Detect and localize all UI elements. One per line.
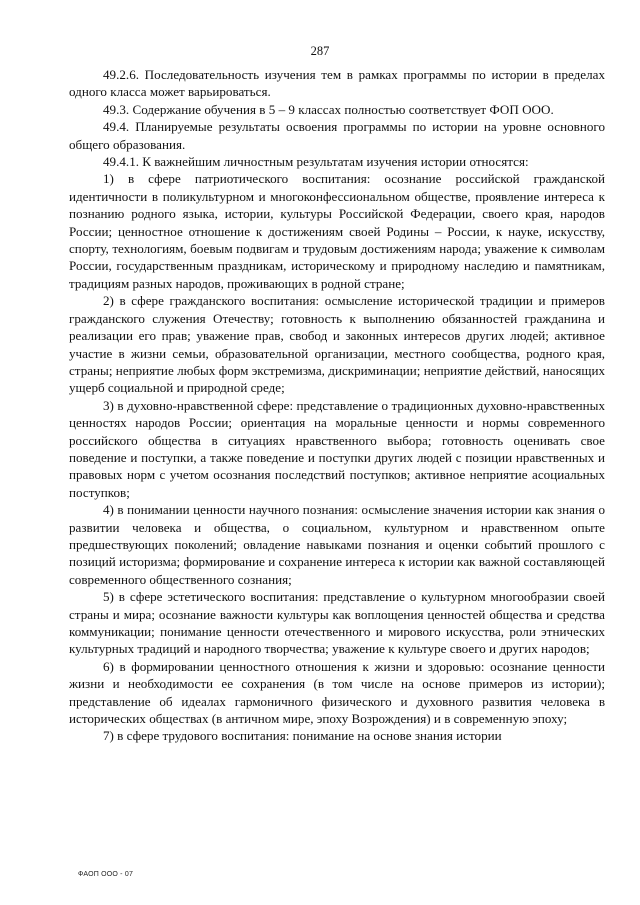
document-body [69, 66, 605, 745]
paragraph-49-4: 49.4. Планируемые результаты освоения программы по истории на уровне основного общего образования. [69, 119, 605, 152]
list-item-aesthetic: 5) в сфере эстетического воспитания: представление о культурном многообразии своей страны и мира; осознание важности культуры как воплощения ценностей общества и средства коммуникации; понимание ценности отечественного и мирового искусства, роли этнических культурных традиций и народного творчества; уважение к культуре своего и других народов; [69, 589, 605, 657]
paragraph-49-4-1: 49.4.1. К важнейшим личностным результатам изучения истории относятся: [103, 154, 529, 170]
page-number: 287 [310, 44, 330, 58]
list-item-health: 6) в формировании ценностного отношения к жизни и здоровью: осознание ценности жизни и необходимости ее сохранения (в том числе на основе примеров из истории); представление об идеалах гармоничного физического и духовного развития человека в исторических обществах (в античном мире, эпоху Возрождения) и в современную эпоху; [69, 658, 605, 727]
paragraph-49-2-6: 49.2.6. Последовательность изучения тем в рамках программы по истории в пределах одного класса может варьироваться. [69, 67, 605, 100]
footer-code: ФАОП ООО - 07 [78, 871, 134, 878]
list-item-scientific: 4) в понимании ценности научного познания: осмысление значения истории как знания о развитии человека и общества, о социальном, культурном и нравственном опыте предшествующих поколений; овладение навыками познания и оценки событий прошлого с позиций историзма; формирование и сохранение интереса к истории как важной составляющей современного общественного сознания; [69, 502, 605, 587]
list-item-moral: 3) в духовно-нравственной сфере: представление о традиционных духовно-нравственных ценностях народов России; ориентация на моральные ценности и нормы современного российского общества в ситуациях нравственного выбора; готовность оценивать свое поведение и поступки, а также поведение и поступки других людей с позиции нравственных и правовых норм с учетом осознания последствий поступков; активное неприятие асоциальных поступков; [69, 397, 605, 500]
list-item-civic: 2) в сфере гражданского воспитания: осмысление исторической традиции и примеров гражданского служения Отечеству; готовность к выполнению обязанностей гражданина и реализации его прав; уважение прав, свобод и законных интересов других людей; активное участие в жизни семьи, образовательной организации, местного сообщества, родного края, страны; неприятие любых форм экстремизма, дискриминации; неприятие действий, наносящих ущерб социальной и природной среде; [69, 293, 605, 396]
list-item-labor: 7) в сфере трудового воспитания: понимание на основе знания истории [103, 728, 502, 744]
list-item-patriotic: 1) в сфере патриотического воспитания: осознание российской гражданской идентичности в поликультурном и многоконфессиональном обществе, проявление интереса к познанию родного языка, истории, культуры Российской Федерации, своего края, народов России; ценностное отношение к достижениям своей Родины – России, к науке, искусству, спорту, технологиям, боевым подвигам и трудовым достижениям народа; уважение к символам России, государственным праздникам, историческому и природному наследию и памятникам, традициям разных народов, проживающих в родной стране; [69, 171, 605, 291]
paragraph-49-3: 49.3. Содержание обучения в 5 – 9 классах полностью соответствует ФОП ООО. [103, 101, 554, 117]
